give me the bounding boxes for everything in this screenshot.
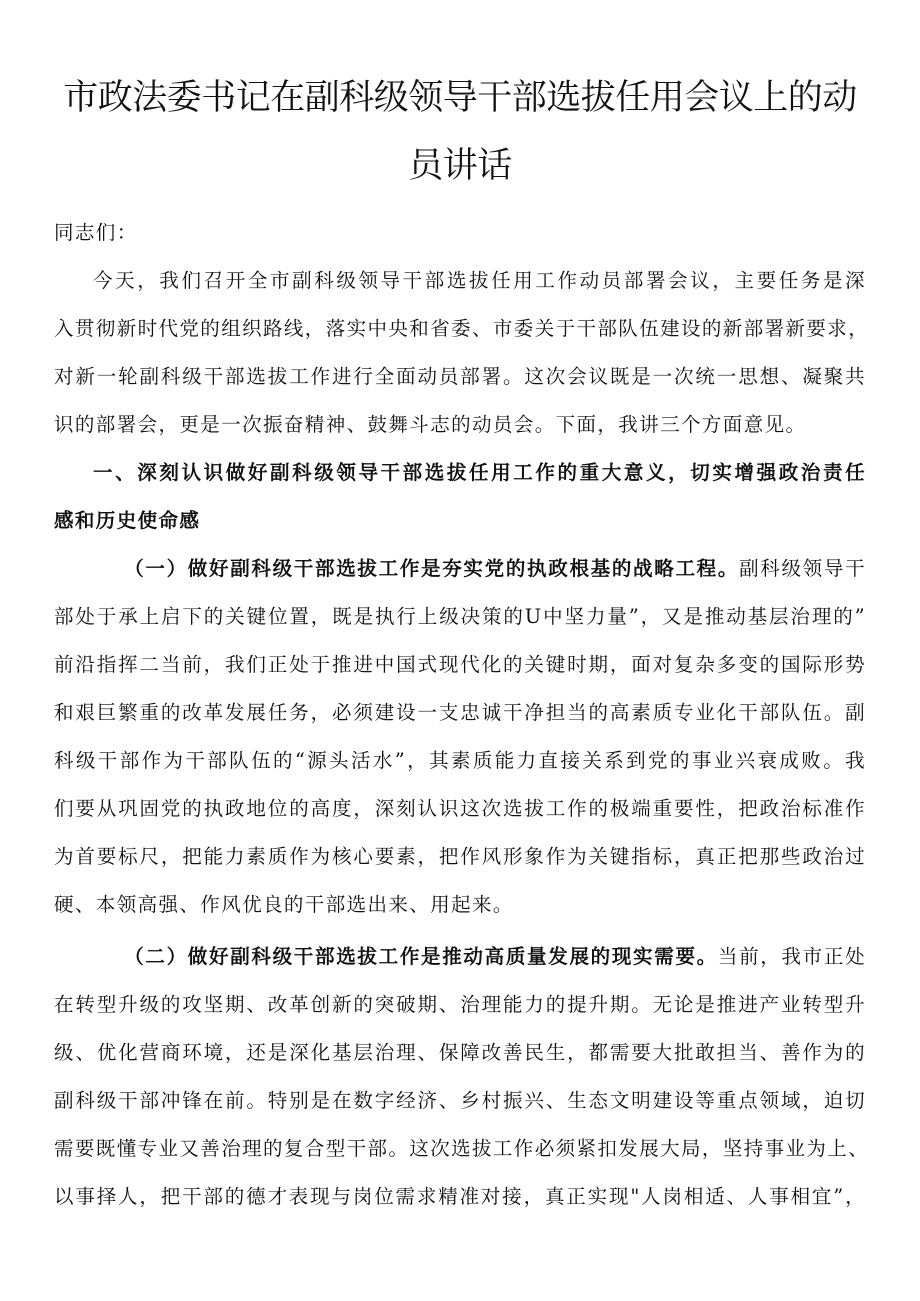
section-2-line: 级、优化营商环境，还是深化基层治理、保障改善民生，都需要大批敢担当、善作为的 <box>54 1041 866 1064</box>
section-2-paragraph <box>54 933 870 1221</box>
section-1-line: 和艰巨繁重的改革发展任务，必须建设一支忠诚干净担当的高素质专业化干部队伍。副 <box>54 701 866 724</box>
section-1-lead: （一）做好副科级干部选拔工作是夯实党的执政根基的战略工程。 <box>124 557 740 580</box>
document-title <box>0 64 920 200</box>
intro-line: 识的部署会，更是一次振奋精神、鼓舞斗志的动员会。下面，我讲三个方面意见。 <box>54 413 807 436</box>
section-1-line: 硬、本领高强、作风优良的干部选出来、用起来。 <box>54 893 514 916</box>
section-heading-1 <box>54 449 866 545</box>
title-line-2: 员讲话 <box>408 146 512 186</box>
title-line-1: 市政法委书记在副科级领导干部选拔任用会议上的动 <box>63 78 857 118</box>
section-1-line: 们要从巩固党的执政地位的高度，深刻认识这次选拔工作的极端重要性，把政治标准作 <box>54 797 866 820</box>
intro-paragraph <box>54 257 870 449</box>
section-1-line: 为首要标尺，把能力素质作为核心要素，把作风形象作为关键指标，真正把那些政治过 <box>54 845 866 868</box>
heading-line: 感和历史使命感 <box>54 509 201 532</box>
section-2-line: 在转型升级的攻坚期、改革创新的突破期、治理能力的提升期。无论是推进产业转型升 <box>54 993 866 1016</box>
document-body <box>54 209 870 1221</box>
heading-line: 一、深刻认识做好副科级领导干部选拔任用工作的重大意义，切实增强政治责任 <box>93 461 866 484</box>
intro-line: 今天，我们召开全市副科级领导干部选拔任用工作动员部署会议，主要任务是深 <box>93 269 866 292</box>
section-1-line: 部处于承上启下的关键位置，既是执行上级决策的U中坚力量”，又是推动基层治理的” <box>54 605 866 628</box>
section-2-line: 需要既懂专业又善治理的复合型干部。这次选拔工作必须紧扣发展大局，坚持事业为上、 <box>54 1137 870 1160</box>
section-2-first-rest: 当前，我市正处 <box>717 945 866 968</box>
section-1-line: 前沿指挥二当前，我们正处于推进中国式现代化的关键时期，面对复杂多变的国际形势 <box>54 653 866 676</box>
section-2-lead: （二）做好副科级干部选拔工作是推动高质量发展的现实需要。 <box>124 945 718 968</box>
intro-line: 对新一轮副科级干部选拔工作进行全面动员部署。这次会议既是一次统一思想、凝聚共 <box>54 365 866 388</box>
section-1-paragraph <box>54 545 866 929</box>
salutation: 同志们： <box>54 221 138 244</box>
section-1-line: 科级干部作为干部队伍的“源头活水”，其素质能力直接关系到党的事业兴衰成败。我 <box>54 749 866 772</box>
section-1-first-line <box>54 545 866 593</box>
section-2-line: 以事择人，把干部的德才表现与岗位需求精准对接，真正实现"人岗相适、人事相宜”， <box>54 1185 866 1208</box>
section-2-line: 副科级干部冲锋在前。特别是在数字经济、乡村振兴、生态文明建设等重点领域，迫切 <box>54 1089 866 1112</box>
section-2-first-line <box>54 933 866 981</box>
intro-line: 入贯彻新时代党的组织路线，落实中央和省委、市委关于干部队伍建设的新部署新要求， <box>54 317 870 340</box>
section-1-first-rest: 副科级领导干 <box>739 557 866 580</box>
